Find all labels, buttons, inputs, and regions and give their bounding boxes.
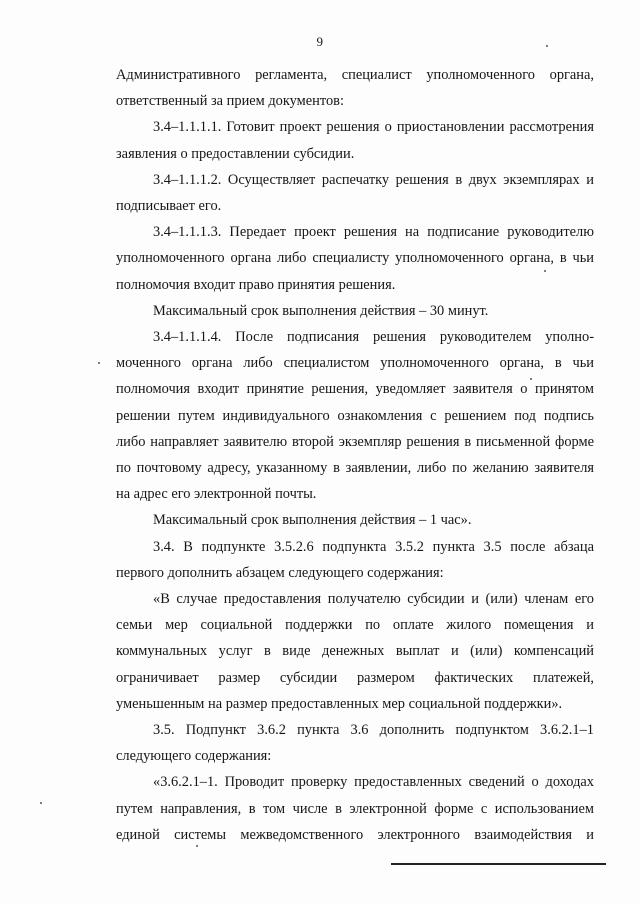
text-line: уменьшенным на размер предоставленных мер социальной поддержки». [116, 695, 563, 712]
text-line: решении путем индивидуального ознакомления с решением под подпись [116, 407, 594, 424]
text-line: полномочия входит право принятия решения. [116, 276, 396, 293]
text-line: уполномоченного органа либо специалисту уполномоченного органа, в чьи [116, 250, 594, 267]
text-line: 3.4–1.1.1.2. Осуществляет распечатку решения в двух экземплярах и [153, 171, 594, 188]
scan-speck [196, 845, 198, 847]
text-line: моченного органа либо специалистом уполномоченного органа, в чьи [116, 355, 594, 372]
text-line: на адрес его электронной почты. [116, 486, 317, 503]
text-line: путем направления, в том числе в электронной форме с использованием [116, 800, 594, 817]
text-line: 3.4–1.1.1.3. Передает проект решения на подписание руководителю [153, 224, 594, 241]
text-line: Максимальный срок выполнения действия – 30 минут. [153, 302, 489, 319]
text-line: подписывает его. [116, 198, 222, 215]
text-line: 3.4–1.1.1.1. Готовит проект решения о приостановлении рассмотрения [153, 119, 594, 136]
text-line: полномочия входит принятие решения, уведомляет заявителя о принятом [116, 381, 594, 398]
text-line: Максимальный срок выполнения действия – 1 час». [153, 512, 472, 529]
text-line: «3.6.2.1–1. Проводит проверку предоставленных сведений о доходах [153, 774, 594, 791]
text-line: ответственный за прием документов: [116, 93, 344, 110]
scan-speck [40, 802, 42, 804]
text-line: семьи мер социальной поддержки по оплате жилого помещения и [116, 617, 594, 634]
text-line: ограничивает размер субсидии размером фактических платежей, [116, 669, 594, 686]
text-line: по почтовому адресу, указанному в заявлении, либо по желанию заявителя [116, 460, 594, 477]
text-line: 3.4–1.1.1.4. После подписания решения руководителем уполно- [153, 329, 594, 346]
scan-speck [544, 270, 546, 272]
text-line: первого дополнить абзацем следующего содержания: [116, 564, 444, 581]
page-number: 9 [316, 34, 324, 49]
text-line: Административного регламента, специалист уполномоченного органа, [116, 67, 594, 83]
scan-speck [546, 45, 548, 47]
text-line: единой системы межведомственного электронного взаимодействия и [116, 826, 594, 843]
text-line: 3.5. Подпункт 3.6.2 пункта 3.6 дополнить подпунктом 3.6.2.1–1 [153, 722, 594, 739]
text-line: заявления о предоставлении субсидии. [116, 145, 355, 162]
text-line: следующего содержания: [116, 748, 272, 765]
footer-rule [391, 863, 606, 865]
text-line: либо направляет заявителю второй экземпляр решения в письменной форме [116, 433, 594, 450]
text-line: «В случае предоставления получателю субсидии и (или) членам его [153, 591, 594, 608]
scan-speck [98, 362, 100, 364]
text-line: 3.4. В подпункте 3.5.2.6 подпункта 3.5.2 пункта 3.5 после абзаца [153, 538, 594, 555]
scan-speck [530, 378, 532, 380]
document-body [116, 62, 594, 848]
text-line: коммунальных услуг в виде денежных выплат и (или) компенсаций [116, 643, 594, 660]
